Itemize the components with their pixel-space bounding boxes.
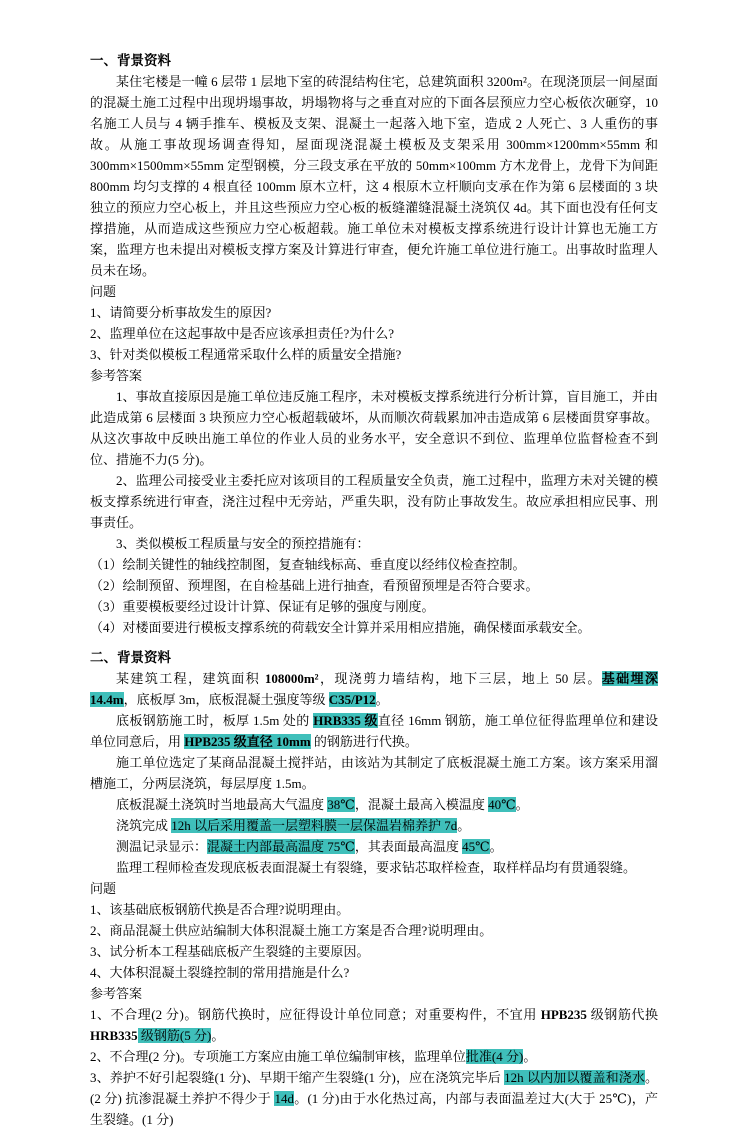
- section-2-question-3: [90, 941, 658, 962]
- section-2-paragraph-7: [90, 857, 658, 878]
- section-2-answers-label: [90, 983, 658, 1004]
- highlighted-text: 混凝土内部最高温度 75℃: [207, 839, 355, 854]
- section-1-question-1: [90, 302, 658, 323]
- text-run: 施工单位选定了某商品混凝土搅拌站，由该站为其制定了底板混凝土施工方案。该方案采用溜槽施工，分两层浇筑，每层厚度 1.5m。: [90, 755, 658, 791]
- highlighted-text: 基础埋深 14.4m: [90, 671, 658, 707]
- text-run: 级钢筋代换: [586, 1007, 658, 1022]
- section-2-answer-3: [90, 1067, 658, 1130]
- text-run: 浇筑完成: [116, 818, 172, 833]
- highlighted-text: 12h 以内加以覆盖和浇水: [504, 1070, 645, 1085]
- section-2-heading: [90, 647, 658, 668]
- text-run: 2、商品混凝土供应站编制大体积混凝土施工方案是否合理?说明理由。: [90, 923, 493, 938]
- document-content: [90, 50, 658, 1130]
- text-run: 。: [457, 818, 471, 833]
- section-1-measure-4: [90, 617, 658, 638]
- text-run: ，现浇剪力墙结构，地下三层，地上 50 层。: [318, 671, 602, 686]
- section-2-paragraph-6: [90, 836, 658, 857]
- text-run: 底板钢筋施工时，板厚 1.5m 处的: [116, 713, 314, 728]
- text-run: 4、大体积混凝土裂缝控制的常用措施是什么?: [90, 965, 350, 980]
- highlighted-text: 级钢筋(5 分): [137, 1028, 212, 1043]
- text-run: （4）对楼面要进行模板支撑系统的荷载安全计算并采用相应措施，确保楼面承载安全。: [90, 620, 591, 635]
- section-2-paragraph-4: [90, 794, 658, 815]
- text-run: 参考答案: [90, 368, 143, 383]
- section-1-heading: [90, 50, 658, 71]
- text-run: HPB235: [540, 1007, 587, 1022]
- text-run: 参考答案: [90, 986, 143, 1001]
- text-run: 1、事故直接原因是施工单位违反施工程序，未对模板支撑系统进行分析计算，盲目施工，并由此造成第 6 层楼面 3 块预应力空心板超载破坏，从而顺次荷载累加冲击造成第 6 层楼面贯穿事故。从这次事故中反映出施工单位的作业人员的业务水平，安全意识不到位、监理单位监督检查不到位、措施不力(5 分)。: [90, 389, 658, 467]
- text-run: 问题: [90, 284, 117, 299]
- highlighted-text: HPB235 级直径 10mm: [184, 734, 311, 749]
- text-run: 。(1 分)由于水化热过高，内部与表面温差过大(大于 25℃)，产生裂缝。(1 分): [90, 1091, 658, 1127]
- text-run: 1、请简要分析事故发生的原因?: [90, 305, 272, 320]
- text-run: （2）绘制预留、预埋图，在自检基础上进行抽查，看预留预埋是否符合要求。: [90, 578, 539, 593]
- section-2-question-2: [90, 920, 658, 941]
- section-1-question-3: [90, 344, 658, 365]
- section-2-paragraph-3: [90, 752, 658, 794]
- text-run: 。(2 分) 抗渗混凝土养护不得少于: [90, 1070, 658, 1106]
- text-run: ，底板厚 3m，底板混凝土强度等级: [123, 692, 329, 707]
- text-run: 。: [515, 797, 529, 812]
- text-run: 直径 16mm 钢筋，施工单位征得监理单位和建设单位同意后，用: [90, 713, 658, 749]
- section-1-answer-2: [90, 470, 658, 533]
- section-2-paragraph-5: [90, 815, 658, 836]
- text-run: 二、背景资料: [90, 650, 171, 665]
- section-2-paragraph-2: [90, 710, 658, 752]
- section-1-answers-label: [90, 365, 658, 386]
- text-run: HRB335: [90, 1028, 138, 1043]
- text-run: 3、类似模板工程质量与安全的预控措施有：: [116, 536, 370, 551]
- section-2-answer-2: [90, 1046, 658, 1067]
- highlighted-text: C35/P12: [328, 692, 376, 707]
- text-run: 1、不合理(2 分)。钢筋代换时，应征得设计单位同意；对重要构件，不宜用: [90, 1007, 541, 1022]
- highlighted-text: 40℃: [488, 797, 516, 812]
- text-run: 的钢筋进行代换。: [310, 734, 418, 749]
- section-1-measure-1: [90, 554, 658, 575]
- section-2-paragraph-1: [90, 668, 658, 710]
- text-run: 某建筑工程，建筑面积: [116, 671, 265, 686]
- text-run: 某住宅楼是一幢 6 层带 1 层地下室的砖混结构住宅，总建筑面积 3200m²。在现浇顶层一间屋面的混凝土施工过程中出现坍塌事故，坍塌物将与之垂直对应的下面各层预应力空心板依次砸穿，10 名施工人员与 4 辆手推车、模板及支架、混凝土一起落入地下室，造成 2 人死亡、3 人重伤的事故。从施工事故现场调查得知，屋面现浇混凝土模板及支架采用 300mm×1200mm×55mm 和 300mm×1500mm×55mm 定型钢模，分三段支承在平放的 50mm×100mm 方木龙骨上，龙骨下为间距 800mm 均匀支撑的 4 根直径 100mm 原木立杆，这 4 根原木立杆顺向支承在作为第 6 层楼面的 3 块独立的预应力空心板上，并且这些预应力空心板的板缝灌缝混凝土浇筑仅 4d。其下面也没有任何支撑措施，从而造成这些预应力空心板超载。施工单位未对模板支撑系统进行设计计算也无施工方案，监理方也未提出对模板支撑方案及计算进行审查，便允许施工单位进行施工。出事故时监理人员未在场。: [90, 74, 658, 278]
- text-run: ，混凝土最高入模温度: [354, 797, 489, 812]
- section-1-question-2: [90, 323, 658, 344]
- text-run: ，其表面最高温度: [354, 839, 463, 854]
- section-2-questions-label: [90, 878, 658, 899]
- text-run: （3）重要模板要经过设计计算、保证有足够的强度与刚度。: [90, 599, 435, 614]
- text-run: 2、监理单位在这起事故中是否应该承担责任?为什么?: [90, 326, 395, 341]
- section-1-measure-2: [90, 575, 658, 596]
- text-run: （1）绘制关键性的轴线控制图，复查轴线标高、垂直度以经纬仪检查控制。: [90, 557, 526, 572]
- text-run: 3、针对类似模板工程通常采取什么样的质量安全措施?: [90, 347, 402, 362]
- text-run: 1、该基础底板钢筋代换是否合理?说明理由。: [90, 902, 350, 917]
- text-run: 2、监理公司接受业主委托应对该项目的工程质量安全负责，施工过程中，监理方未对关键的模板支撑系统进行审查，浇注过程中无旁站，严重失职，没有防止事故发生。故应承担相应民事、刑事责任。: [90, 473, 658, 530]
- text-run: 监理工程师检查发现底板表面混凝土有裂缝，要求钻芯取样检查，取样样品均有贯通裂缝。: [116, 860, 637, 875]
- text-run: 。: [211, 1028, 225, 1043]
- section-1-background-paragraph: [90, 71, 658, 281]
- highlighted-text: 14d: [274, 1091, 294, 1106]
- text-run: 3、养护不好引起裂缝(1 分)、早期干缩产生裂缝(1 分)，应在浇筑完毕后: [90, 1070, 505, 1085]
- text-run: 底板混凝土浇筑时当地最高大气温度: [116, 797, 328, 812]
- highlighted-text: 批准(4 分): [465, 1049, 524, 1064]
- highlighted-text: 38℃: [327, 797, 355, 812]
- section-2-question-1: [90, 899, 658, 920]
- section-1-measure-3: [90, 596, 658, 617]
- text-run: 108000m²: [264, 671, 319, 686]
- highlighted-text: HRB335 级: [313, 713, 378, 728]
- text-run: 3、试分析本工程基础底板产生裂缝的主要原因。: [90, 944, 370, 959]
- text-run: 。: [489, 839, 503, 854]
- text-run: 。: [523, 1049, 537, 1064]
- section-1-answer-3: [90, 533, 658, 554]
- text-run: 。: [375, 692, 389, 707]
- section-1-answer-1: [90, 386, 658, 470]
- section-2-answer-1: [90, 1004, 658, 1046]
- text-run: 2、不合理(2 分)。专项施工方案应由施工单位编制审核，监理单位: [90, 1049, 466, 1064]
- section-1-questions-label: [90, 281, 658, 302]
- text-run: 测温记录显示：: [116, 839, 208, 854]
- section-2-question-4: [90, 962, 658, 983]
- highlighted-text: 12h 以后采用覆盖一层塑料膜一层保温岩棉养护 7d: [171, 818, 458, 833]
- text-run: 问题: [90, 881, 117, 896]
- highlighted-text: 45℃: [462, 839, 490, 854]
- text-run: 一、背景资料: [90, 53, 171, 68]
